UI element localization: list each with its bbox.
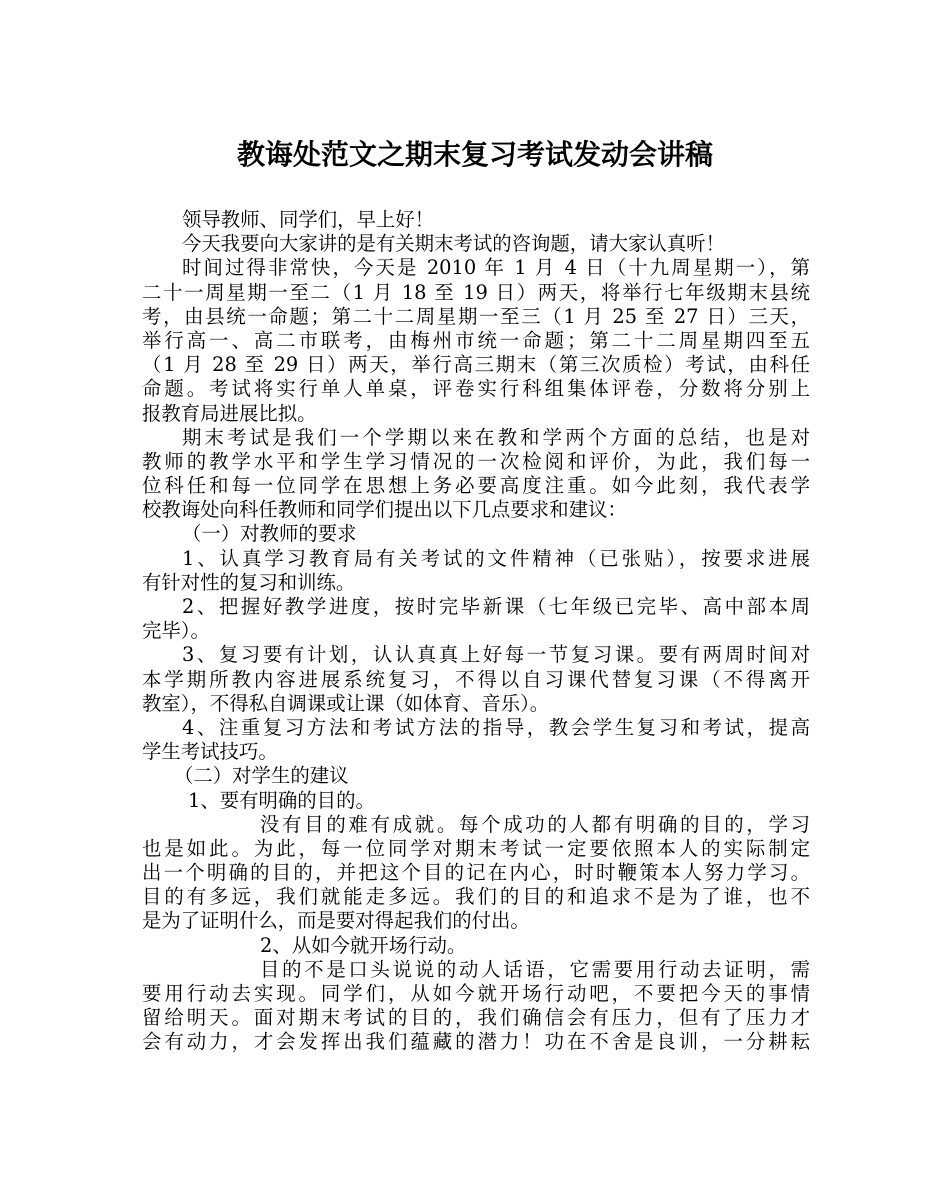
paragraph-line: （1 月 28 至 29 日）两天，举行高三期末（第三次质检）考试，由科任 (142, 353, 810, 377)
paragraph-line: 校教诲处向科任教师和同学们提出以下几点要求和建议： (142, 498, 627, 522)
section-heading: （一）对教师的要求 (182, 522, 357, 546)
paragraph-line: 出一个明确的目的，并把这个目的记在内心，时时鞭策本人努力学习。 (142, 861, 810, 885)
paragraph-line: 2、把握好教学进度，按时完毕新课（七年级已完毕、高中部本周 (182, 595, 810, 618)
section-heading: （二）对学生的建议 (174, 764, 349, 788)
paragraph-line: 领导教师、同学们，早上好！ (182, 208, 435, 231)
item-heading: 2、从如今就开场行动。 (260, 933, 467, 957)
paragraph-line: 1、认真学习教育局有关考试的文件精神（已张贴），按要求进展 (182, 546, 810, 570)
item-heading: 1、要有明确的目的。 (188, 788, 375, 812)
paragraph-line: 本学期所教内容进展系统复习，不得以自习课代替复习课（不得离开 (142, 667, 810, 691)
paragraph-line: 今天我要向大家讲的是有关期末考试的咨询题，请大家认真听！ (182, 232, 725, 256)
paragraph-line: 报教育局进展比拟。 (142, 401, 317, 425)
paragraph-line: 教师的教学水平和学生学习情况的一次检阅和评价，为此，我们每一 (142, 449, 810, 473)
paragraph-line: 举行高一、高二市联考，由梅州市统一命题；第二十二周星期四至五 (142, 328, 810, 352)
document-body (142, 208, 810, 1055)
paragraph-line: 是为了证明什么，而是要对得起我们的付出。 (142, 909, 530, 933)
paragraph-line: 会有动力，才会发挥出我们蕴藏的潜力！功在不舍是良训，一分耕耘 (142, 1030, 810, 1054)
paragraph-line: 考，由县统一命题；第二十二周星期一至三（1 月 25 至 27 日）三天， (142, 304, 810, 328)
paragraph-line: 留给明天。面对期末考试的目的，我们确信会有压力，但有了压力才 (142, 1006, 810, 1030)
paragraph-line: 完毕）。 (142, 619, 210, 643)
paragraph-line: 时间过得非常快，今天是 2010 年 1 月 4 日（十九周星期一），第 (182, 256, 810, 280)
paragraph-line: 二十一周星期一至二（1 月 18 至 19 日）两天，将举行七年级期末县统 (142, 280, 810, 304)
paragraph-line: 目的有多远，我们就能走多远。我们的目的和追求不是为了谁，也不 (142, 885, 810, 909)
paragraph-line: 要用行动去实现。同学们，从如今就开场行动吧，不要把今天的事情 (142, 982, 810, 1005)
paragraph-line: 学生考试技巧。 (142, 740, 278, 764)
paragraph-line: 有针对性的复习和训练。 (142, 570, 356, 594)
paragraph-line: 位科任和每一位同学在思想上务必要高度注重。如今此刻，我代表学 (142, 474, 810, 498)
paragraph-line: 目的不是口头说说的动人话语，它需要用行动去证明，需 (260, 957, 810, 981)
paragraph-line: 教室），不得私自调课或让课（如体育、音乐）。 (142, 691, 550, 715)
paragraph-line: 命题。考试将实行单人单桌，评卷实行科组集体评卷，分数将分别上 (142, 377, 810, 401)
paragraph-line: 期末考试是我们一个学期以来在教和学两个方面的总结，也是对 (182, 425, 810, 449)
paragraph-line: 4、注重复习方法和考试方法的指导，教会学生复习和考试，提高 (182, 715, 810, 739)
document-title: 教诲处范文之期末复习考试发动会讲稿 (236, 138, 713, 171)
paragraph-line: 3、复习要有计划，认认真真上好每一节复习课。要有两周时间对 (182, 643, 810, 667)
paragraph-line: 没有目的难有成就。每个成功的人都有明确的目的，学习 (260, 812, 810, 836)
paragraph-line: 也是如此。为此，每一位同学对期末考试一定要依照本人的实际制定 (142, 836, 810, 860)
